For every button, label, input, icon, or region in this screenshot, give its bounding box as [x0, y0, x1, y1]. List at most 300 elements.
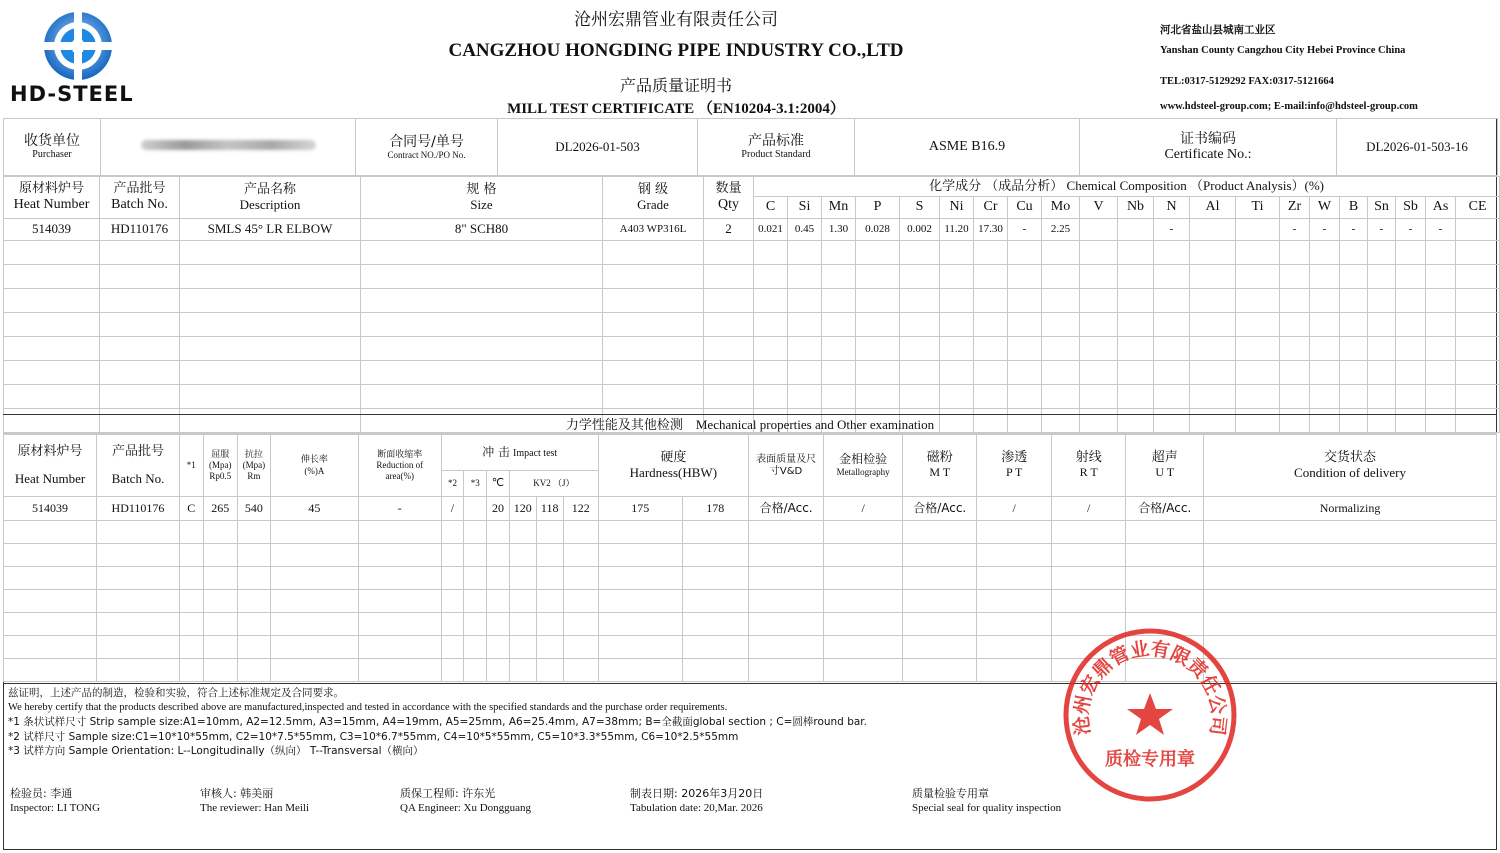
empty-cell: [358, 613, 441, 636]
empty-cell: [856, 265, 900, 289]
empty-cell: [358, 659, 441, 682]
empty-cell: [1008, 361, 1042, 385]
empty-cell: [1154, 361, 1190, 385]
empty-cell: [4, 361, 100, 385]
empty-cell: [270, 590, 358, 613]
empty-cell: [487, 659, 510, 682]
chem-grade-header: 钢 级 Grade: [603, 177, 704, 219]
empty-cell: [536, 567, 563, 590]
element-header-mo: Mo: [1042, 197, 1080, 219]
empty-cell: [682, 521, 748, 544]
element-value-si: 0.45: [788, 219, 822, 241]
empty-cell: [97, 590, 180, 613]
empty-cell: [180, 385, 361, 409]
empty-cell: [441, 544, 464, 567]
chem-batch-header: 产品批号 Batch No.: [100, 177, 180, 219]
empty-cell: [704, 289, 754, 313]
elongation-header: 伸长率 (%)A: [270, 435, 358, 497]
empty-cell: [4, 265, 100, 289]
empty-cell: [100, 385, 180, 409]
ut-value: 合格/Acc.: [1126, 497, 1204, 521]
empty-cell: [1204, 636, 1497, 659]
empty-cell: [1236, 385, 1280, 409]
empty-cell: [237, 613, 270, 636]
empty-cell: [822, 289, 856, 313]
empty-cell: [1280, 289, 1310, 313]
stamp-center-text: 质检专用章: [1105, 749, 1195, 770]
empty-cell: [754, 265, 788, 289]
empty-cell: [487, 590, 510, 613]
element-header-b: B: [1340, 197, 1368, 219]
sample-orientation-note: *3 试样方向 Sample Orientation: L--Longitudinally（纵向） T--Transversal（横向）: [8, 745, 424, 757]
empty-cell: [704, 265, 754, 289]
empty-cell: [1456, 313, 1500, 337]
empty-cell: [754, 337, 788, 361]
empty-cell: [598, 613, 682, 636]
empty-cell: [682, 636, 748, 659]
cert-no-value: DL2026-01-503-16: [1337, 119, 1498, 176]
empty-cell: [1310, 385, 1340, 409]
empty-cell: [1280, 337, 1310, 361]
chem-batch-value: HD110176: [100, 219, 180, 241]
empty-cell: [1080, 313, 1118, 337]
empty-cell: [902, 567, 976, 590]
empty-cell: [358, 544, 441, 567]
empty-cell: [97, 659, 180, 682]
empty-cell: [203, 544, 237, 567]
empty-cell: [509, 521, 536, 544]
kv-value-3: 122: [563, 497, 598, 521]
empty-cell: [4, 337, 100, 361]
pt-header: 渗透 P T: [977, 435, 1051, 497]
hardness-value-1: 175: [598, 497, 682, 521]
empty-cell: [100, 361, 180, 385]
chem-empty-row: [4, 385, 1500, 409]
empty-cell: [902, 544, 976, 567]
empty-cell: [822, 265, 856, 289]
empty-cell: [977, 659, 1051, 682]
chem-size-header: 规 格 Size: [361, 177, 603, 219]
empty-cell: [441, 567, 464, 590]
empty-cell: [509, 613, 536, 636]
company-name-en: CANGZHOU HONGDING PIPE INDUSTRY CO.,LTD: [448, 40, 904, 61]
empty-cell: [97, 521, 180, 544]
empty-cell: [748, 567, 824, 590]
empty-cell: [487, 567, 510, 590]
empty-cell: [1008, 385, 1042, 409]
element-header-s: S: [900, 197, 940, 219]
element-value-ce: [1456, 219, 1500, 241]
empty-cell: [940, 241, 974, 265]
empty-cell: [179, 521, 203, 544]
empty-cell: [1008, 313, 1042, 337]
empty-cell: [1190, 337, 1236, 361]
empty-cell: [1204, 567, 1497, 590]
chem-composition-header: 化学成分 （成品分析） Chemical Composition （Product Analysis）(%): [754, 177, 1500, 197]
empty-cell: [237, 590, 270, 613]
purchaser-value: [101, 119, 356, 176]
empty-cell: [1154, 241, 1190, 265]
empty-cell: [1340, 289, 1368, 313]
empty-cell: [902, 590, 976, 613]
empty-cell: [441, 613, 464, 636]
empty-cell: [1008, 289, 1042, 313]
note3-header: *3: [464, 471, 487, 497]
notes-divider: [3, 683, 1497, 684]
empty-cell: [1368, 385, 1396, 409]
empty-cell: [358, 590, 441, 613]
element-header-sn: Sn: [1368, 197, 1396, 219]
empty-cell: [1426, 289, 1456, 313]
empty-cell: [1080, 337, 1118, 361]
tensile-header: 抗拉 (Mpa) Rm: [237, 435, 270, 497]
empty-cell: [682, 544, 748, 567]
yield-value: 265: [203, 497, 237, 521]
empty-cell: [1396, 385, 1426, 409]
element-value-ti: [1236, 219, 1280, 241]
mech-heat-value: 514039: [4, 497, 97, 521]
yield-header: 屈服 (Mpa) Rp0.5: [203, 435, 237, 497]
qa-engineer-signature: 质保工程师: 许东光 QA Engineer: Xu Dongguang: [400, 787, 532, 814]
empty-cell: [4, 241, 100, 265]
empty-cell: [598, 544, 682, 567]
element-header-ce: CE: [1456, 197, 1500, 219]
empty-cell: [270, 544, 358, 567]
element-value-mo: 2.25: [1042, 219, 1080, 241]
empty-cell: [203, 613, 237, 636]
certify-note-en: We hereby certify that the products described above are manufactured,inspected and tested in accordance with the specified standards and the purchase order requirements.: [8, 701, 728, 713]
element-header-nb: Nb: [1118, 197, 1154, 219]
empty-cell: [974, 337, 1008, 361]
contract-label: 合同号/单号 Contract NO./PO No.: [356, 119, 498, 176]
empty-cell: [1280, 361, 1310, 385]
empty-cell: [603, 241, 704, 265]
empty-cell: [563, 544, 598, 567]
empty-cell: [748, 590, 824, 613]
delivery-header: 交货状态 Condition of delivery: [1204, 435, 1497, 497]
empty-cell: [4, 613, 97, 636]
standard-value: ASME B16.9: [855, 119, 1080, 176]
empty-cell: [1126, 521, 1204, 544]
empty-cell: [603, 289, 704, 313]
empty-cell: [788, 313, 822, 337]
empty-cell: [1396, 289, 1426, 313]
mechanical-section-title: 力学性能及其他检测 Mechanical properties and Other examination: [3, 414, 1497, 434]
empty-cell: [1280, 241, 1310, 265]
empty-cell: [180, 361, 361, 385]
empty-cell: [704, 337, 754, 361]
chem-heat-header: 原材料炉号 Heat Number: [4, 177, 100, 219]
logo-text: HD-STEEL: [10, 82, 134, 106]
empty-cell: [100, 265, 180, 289]
hardness-value-2: 178: [682, 497, 748, 521]
empty-cell: [1008, 241, 1042, 265]
empty-cell: [977, 567, 1051, 590]
empty-cell: [464, 590, 487, 613]
empty-cell: [441, 521, 464, 544]
empty-cell: [464, 544, 487, 567]
empty-cell: [1051, 590, 1125, 613]
hardness-header: 硬度 Hardness(HBW): [598, 435, 748, 497]
certify-note-cn: 兹证明，上述产品的制造，检验和实验，符合上述标准规定及合同要求。: [8, 687, 344, 699]
empty-cell: [1396, 241, 1426, 265]
empty-cell: [1340, 361, 1368, 385]
surface-value: 合格/Acc.: [748, 497, 824, 521]
empty-cell: [1426, 313, 1456, 337]
empty-cell: [598, 521, 682, 544]
empty-cell: [900, 289, 940, 313]
empty-cell: [237, 659, 270, 682]
empty-cell: [1368, 241, 1396, 265]
empty-cell: [180, 289, 361, 313]
empty-cell: [1396, 337, 1426, 361]
empty-cell: [270, 659, 358, 682]
empty-cell: [4, 590, 97, 613]
empty-cell: [1204, 544, 1497, 567]
empty-cell: [4, 289, 100, 313]
purchaser-label: 收货单位 Purchaser: [4, 119, 101, 176]
empty-cell: [361, 313, 603, 337]
element-value-as: -: [1426, 219, 1456, 241]
empty-cell: [1042, 337, 1080, 361]
empty-cell: [1154, 289, 1190, 313]
empty-cell: [902, 659, 976, 682]
empty-cell: [1426, 241, 1456, 265]
empty-cell: [1426, 361, 1456, 385]
empty-cell: [856, 385, 900, 409]
empty-cell: [97, 613, 180, 636]
empty-cell: [1042, 289, 1080, 313]
empty-cell: [856, 241, 900, 265]
mech-empty-row: [4, 659, 1497, 682]
empty-cell: [1080, 385, 1118, 409]
temperature-header: ℃: [487, 471, 510, 497]
empty-cell: [603, 265, 704, 289]
empty-cell: [1310, 361, 1340, 385]
empty-cell: [822, 241, 856, 265]
empty-cell: [1118, 361, 1154, 385]
empty-cell: [1080, 265, 1118, 289]
chem-grade-value: A403 WP316L: [603, 219, 704, 241]
empty-cell: [977, 636, 1051, 659]
empty-cell: [974, 265, 1008, 289]
empty-cell: [788, 337, 822, 361]
empty-cell: [900, 385, 940, 409]
empty-cell: [361, 241, 603, 265]
empty-cell: [1190, 289, 1236, 313]
empty-cell: [974, 289, 1008, 313]
empty-cell: [902, 613, 976, 636]
empty-cell: [1204, 590, 1497, 613]
empty-cell: [487, 521, 510, 544]
empty-cell: [824, 544, 903, 567]
element-header-n: N: [1154, 197, 1190, 219]
empty-cell: [824, 590, 903, 613]
empty-cell: [704, 385, 754, 409]
strip-sample-note: *1 条状试样尺寸 Strip sample size:A1=10mm, A2=12.5mm, A3=15mm, A4=19mm, A5=25mm, A6=25.4mm, A7=38mm; B=全截面global section ; C=圆棒round bar.: [8, 716, 867, 728]
empty-cell: [1368, 361, 1396, 385]
mech-batch-header: 产品批号 Batch No.: [97, 435, 180, 497]
notes-block: [8, 686, 867, 759]
chem-desc-value: SMLS 45° LR ELBOW: [180, 219, 361, 241]
info-table: [3, 118, 1498, 176]
empty-cell: [441, 590, 464, 613]
empty-cell: [237, 567, 270, 590]
empty-cell: [1310, 241, 1340, 265]
mechanical-table: [3, 434, 1497, 682]
empty-cell: [1368, 313, 1396, 337]
empty-cell: [788, 289, 822, 313]
element-header-ti: Ti: [1236, 197, 1280, 219]
empty-cell: [977, 590, 1051, 613]
empty-cell: [97, 567, 180, 590]
empty-cell: [1456, 265, 1500, 289]
empty-cell: [1126, 590, 1204, 613]
empty-cell: [563, 659, 598, 682]
note2-header: *2: [441, 471, 464, 497]
empty-cell: [603, 337, 704, 361]
empty-cell: [748, 659, 824, 682]
empty-cell: [1456, 241, 1500, 265]
empty-cell: [748, 613, 824, 636]
element-value-p: 0.028: [856, 219, 900, 241]
empty-cell: [100, 313, 180, 337]
empty-cell: [487, 544, 510, 567]
mech-heat-header: 原材料炉号 Heat Number: [4, 435, 97, 497]
chem-qty-value: 2: [704, 219, 754, 241]
empty-cell: [1080, 289, 1118, 313]
element-value-nb: [1118, 219, 1154, 241]
empty-cell: [603, 313, 704, 337]
empty-cell: [1042, 241, 1080, 265]
empty-cell: [509, 567, 536, 590]
delivery-value: Normalizing: [1204, 497, 1497, 521]
empty-cell: [977, 521, 1051, 544]
empty-cell: [179, 613, 203, 636]
empty-cell: [598, 567, 682, 590]
empty-cell: [536, 544, 563, 567]
empty-cell: [974, 361, 1008, 385]
surface-header: 表面质量及尺 寸V&D: [748, 435, 824, 497]
element-value-cu: -: [1008, 219, 1042, 241]
empty-cell: [1126, 567, 1204, 590]
empty-cell: [1280, 385, 1310, 409]
empty-cell: [940, 289, 974, 313]
empty-cell: [902, 521, 976, 544]
empty-cell: [203, 659, 237, 682]
chem-empty-row: [4, 241, 1500, 265]
element-value-al: [1190, 219, 1236, 241]
empty-cell: [704, 361, 754, 385]
empty-cell: [1118, 385, 1154, 409]
element-header-zr: Zr: [1280, 197, 1310, 219]
empty-cell: [824, 567, 903, 590]
empty-cell: [487, 613, 510, 636]
empty-cell: [1310, 289, 1340, 313]
element-value-sb: -: [1396, 219, 1426, 241]
empty-cell: [682, 567, 748, 590]
empty-cell: [1280, 265, 1310, 289]
empty-cell: [788, 241, 822, 265]
reduction-value: -: [358, 497, 441, 521]
empty-cell: [824, 613, 903, 636]
empty-cell: [900, 361, 940, 385]
empty-cell: [748, 544, 824, 567]
orientation-value: [464, 497, 487, 521]
tensile-value: 540: [237, 497, 270, 521]
empty-cell: [536, 521, 563, 544]
mech-empty-row: [4, 636, 1497, 659]
empty-cell: [270, 636, 358, 659]
empty-cell: [1236, 241, 1280, 265]
element-value-v: [1080, 219, 1118, 241]
empty-cell: [682, 590, 748, 613]
cert-no-label: 证书编码 Certificate No.:: [1080, 119, 1337, 176]
empty-cell: [856, 313, 900, 337]
empty-cell: [1340, 337, 1368, 361]
mech-empty-row: [4, 613, 1497, 636]
kv-value-2: 118: [536, 497, 563, 521]
empty-cell: [1426, 385, 1456, 409]
empty-cell: [1051, 544, 1125, 567]
contract-value: DL2026-01-503: [498, 119, 698, 176]
empty-cell: [1080, 361, 1118, 385]
element-header-v: V: [1080, 197, 1118, 219]
empty-cell: [822, 361, 856, 385]
empty-cell: [1080, 241, 1118, 265]
address-en: Yanshan County Cangzhou City Hebei Province China: [1160, 45, 1406, 56]
chemical-table: [3, 176, 1500, 433]
empty-cell: [4, 385, 100, 409]
empty-cell: [4, 521, 97, 544]
mech-empty-row: [4, 590, 1497, 613]
element-header-c: C: [754, 197, 788, 219]
empty-cell: [598, 590, 682, 613]
empty-cell: [682, 659, 748, 682]
element-header-sb: Sb: [1396, 197, 1426, 219]
impact-header: 冲 击 Impact test: [441, 435, 598, 471]
kv2-header: KV2 （J）: [509, 471, 598, 497]
empty-cell: [1456, 385, 1500, 409]
empty-cell: [487, 636, 510, 659]
empty-cell: [509, 544, 536, 567]
empty-cell: [203, 567, 237, 590]
empty-cell: [1236, 337, 1280, 361]
empty-cell: [603, 361, 704, 385]
empty-cell: [464, 521, 487, 544]
empty-cell: [940, 265, 974, 289]
chem-empty-row: [4, 289, 1500, 313]
reviewer-signature: 审核人: 韩美丽 The reviewer: Han Meili: [200, 787, 310, 814]
empty-cell: [1190, 265, 1236, 289]
empty-cell: [1368, 289, 1396, 313]
empty-cell: [1426, 337, 1456, 361]
element-header-mn: Mn: [822, 197, 856, 219]
empty-cell: [563, 636, 598, 659]
empty-cell: [1118, 265, 1154, 289]
empty-cell: [361, 265, 603, 289]
empty-cell: [361, 361, 603, 385]
element-header-p: P: [856, 197, 900, 219]
empty-cell: [900, 265, 940, 289]
element-header-as: As: [1426, 197, 1456, 219]
empty-cell: [1042, 385, 1080, 409]
empty-cell: [563, 521, 598, 544]
empty-cell: [100, 241, 180, 265]
empty-cell: [900, 313, 940, 337]
empty-cell: [4, 659, 97, 682]
empty-cell: [1154, 337, 1190, 361]
